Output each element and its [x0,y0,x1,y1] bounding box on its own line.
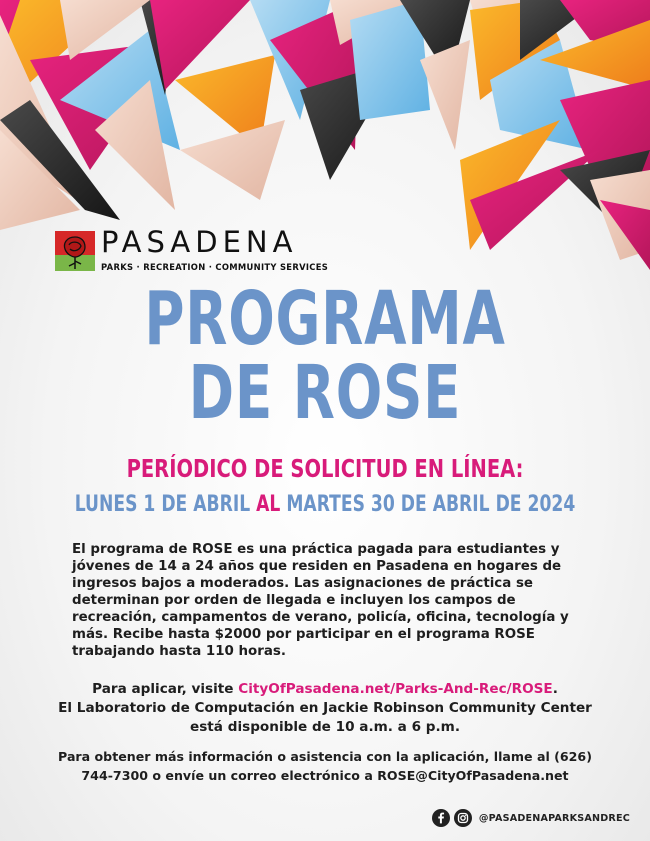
contact-info: Para obtener más información o asistencia con la aplicación, llame al (626) 744-7300 o envíe un correo electrónico a ROSE@CityOfPasadena.net [58,749,592,783]
pasadena-logo [55,225,335,275]
page-title-line2: DE ROSE [188,350,462,436]
program-description: El programa de ROSE es una práctica pagada para estudiantes y jóvenes de 14 a 24 años que residen en Pasadena en hogares de ingresos bajos a moderados. Las asignaciones de práctica se determinan por orden de llegada e incluyen los campos de recreación, campamentos de verano, policía, oficina, tecnología y más. Recibe hasta $2000 por participar en el programa ROSE trabajando hasta 110 horas. [72,542,569,659]
computer-lab-info: El Laboratorio de Computación en Jackie Robinson Community Center está disponible de 10 a.m. a 6 p.m. [58,700,592,735]
social-media [432,808,630,828]
logo-subtitle: PARKS · RECREATION · COMMUNITY SERVICES [101,262,329,272]
apply-prefix: Para aplicar, visite [92,681,234,697]
date-connector: AL [256,492,281,517]
rose-logo-icon [55,231,95,271]
facebook-icon[interactable] [432,809,450,827]
start-date: LUNES 1 DE ABRIL [74,492,251,517]
apply-link[interactable]: CityOfPasadena.net/Parks-And-Rec/ROSE [238,681,553,697]
application-dates [72,492,579,517]
social-handle: @PASADENAPARKSANDREC [478,812,630,824]
apply-section [40,680,610,737]
instagram-icon[interactable] [454,809,472,827]
apply-suffix: . [552,681,558,697]
end-date: MARTES 30 DE ABRIL DE 2024 [286,492,576,517]
page-title-line1: PROGRAMA [144,276,506,362]
logo-name: PASADENA [101,225,298,259]
application-period-heading: PERÍODICO DE SOLICITUD EN LÍNEA: [126,454,524,483]
